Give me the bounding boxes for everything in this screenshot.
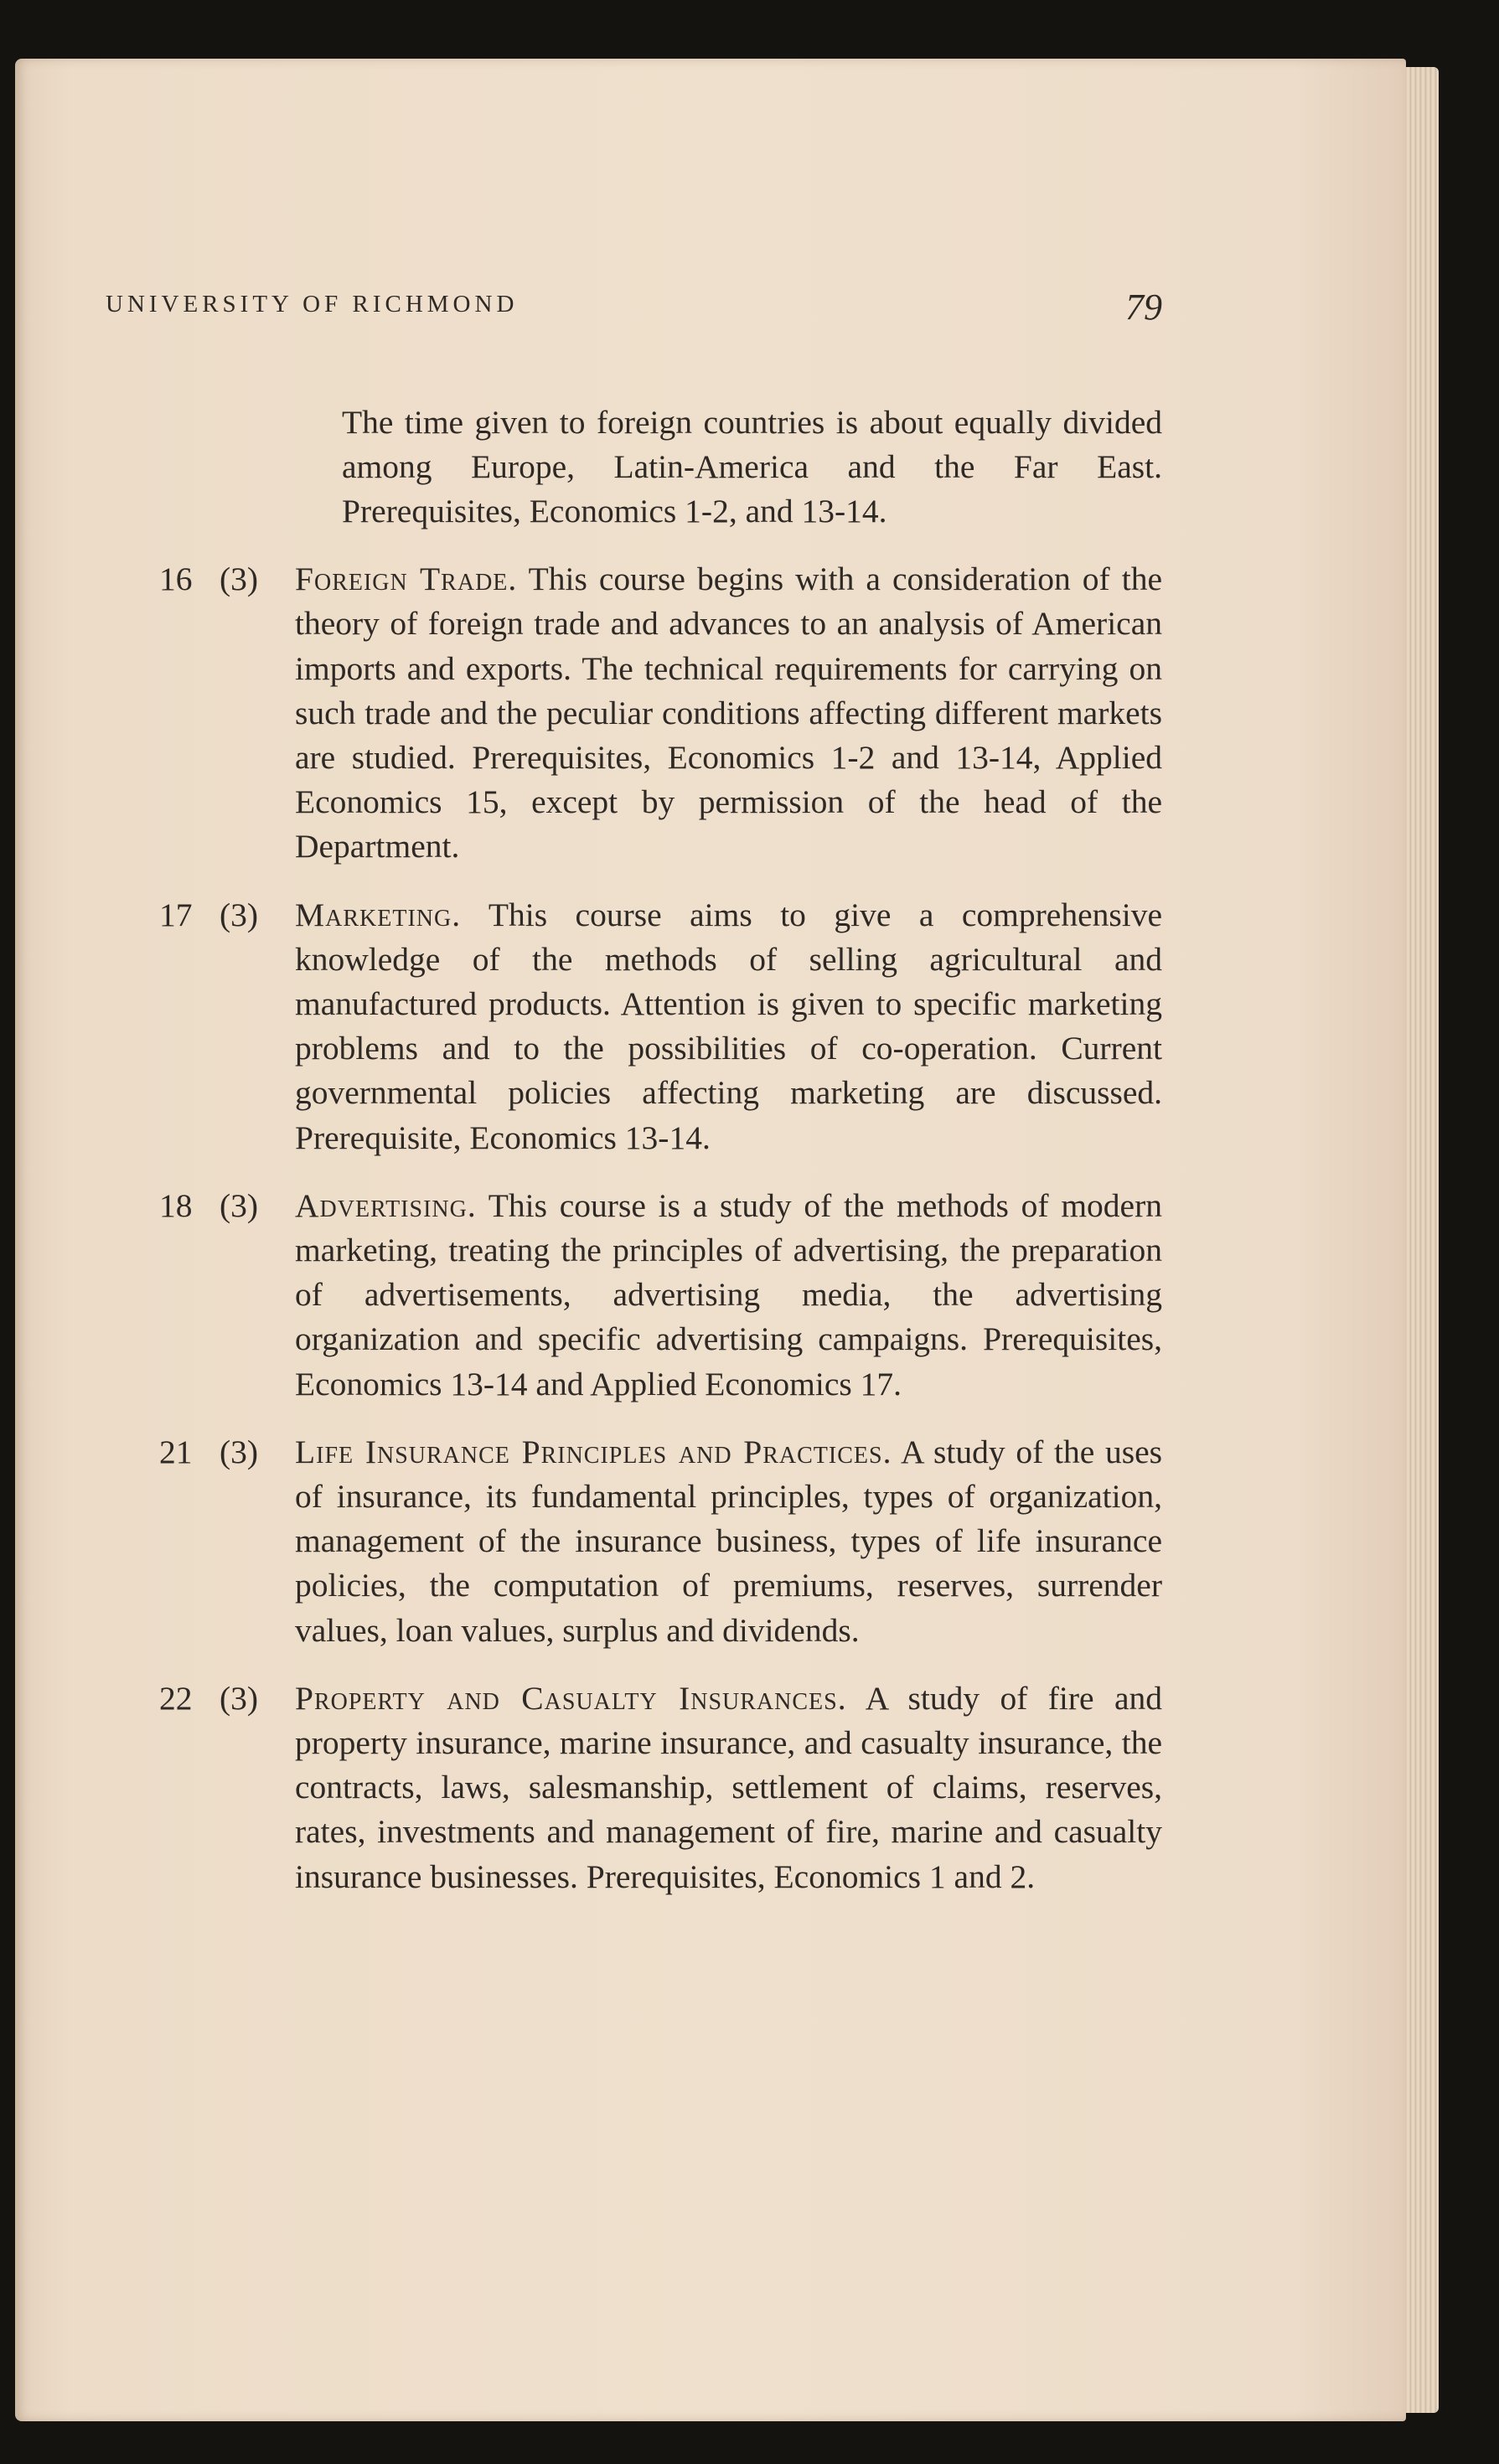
course-description: This course is a study of the methods of modern marketing, treating the principles of advertising, the preparation of advertisements, advertising media, the advertising organization and specific advertising campaigns. Prerequisites, Economics 13-14 and Applied Economics 17. (295, 1186, 1162, 1402)
course-credits: (3) (220, 1433, 259, 1470)
course-description: This course aims to give a comprehensive knowledge of the methods of selling agricultural and manufactured products. Attention is given to specific marketing problems and to the possibilities of co-operation. Current governmental policies affecting marketing are discussed. Prerequisite, Economics 13-14. (295, 896, 1162, 1156)
course-description: A study of fire and property insurance, marine insurance, and casualty insurance, the contracts, laws, salesmanship, settlement of claims, reserves, rates, investments and management of fire, marine and casualty insurance businesses. Prerequisites, Economics 1 and 2. (295, 1679, 1162, 1895)
course-entry-21 (159, 1430, 1162, 1653)
course-number: 21 (159, 1433, 193, 1470)
course-number: 18 (159, 1186, 193, 1224)
course-credits: (3) (220, 896, 259, 933)
running-head (106, 287, 1162, 338)
course-title: Life Insurance Principles and Practices. (295, 1433, 892, 1470)
course-credits: (3) (220, 1186, 259, 1224)
course-number: 17 (159, 896, 193, 933)
course-description: A study of the uses of insurance, its fundamental principles, types of organization, management of the insurance business, types of life insurance policies, the computation of premiums, reserves, surrender values, loan values, surplus and dividends. (295, 1433, 1162, 1649)
course-entry-17 (159, 893, 1162, 1160)
course-title: Marketing. (295, 896, 462, 933)
course-number: 22 (159, 1679, 193, 1717)
course-listing (159, 367, 1162, 1923)
running-title: UNIVERSITY OF RICHMOND (106, 291, 519, 318)
course-credits: (3) (220, 560, 259, 598)
course-number: 16 (159, 560, 193, 598)
continuation-paragraph: The time given to foreign countries is about equally divided among Europe, Latin-America and the Far East. Prerequisites, Economics 1-2, and 13-14. (342, 403, 1162, 529)
course-entry-18 (159, 1184, 1162, 1407)
course-title: Advertising. (295, 1186, 477, 1224)
course-title: Foreign Trade. (295, 560, 518, 598)
page-number: 79 (1125, 287, 1162, 328)
course-entry-22 (159, 1676, 1162, 1899)
course-credits: (3) (220, 1679, 259, 1717)
course-entry-16 (159, 557, 1162, 869)
course-description: This course begins with a consideration of the theory of foreign trade and advances to an analysis of American imports and exports. The technical requirements for carrying on such trade and the peculiar conditions affecting different markets are studied. Prerequisites, Economics 1-2 and 13-14, Applied Economics 15, except by permission of the head of the Department. (295, 560, 1162, 865)
course-title: Property and Casualty Insurances. (295, 1679, 847, 1717)
